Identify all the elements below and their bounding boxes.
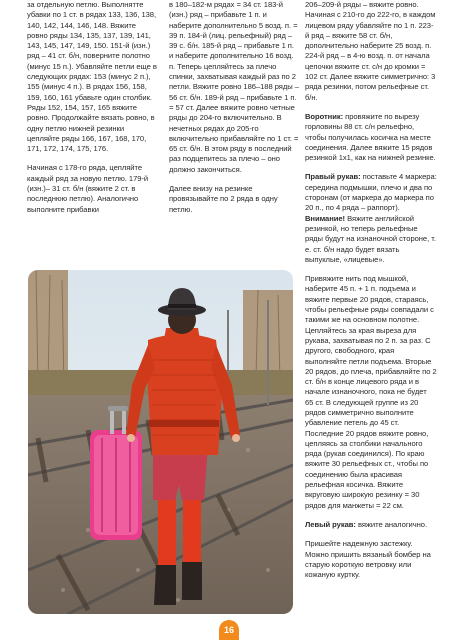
paragraph bbox=[305, 172, 437, 265]
paragraph-text: вяжите аналогично. bbox=[357, 519, 428, 529]
attention-label: Внимание! bbox=[305, 213, 346, 223]
model-photo bbox=[28, 270, 293, 614]
paragraph: Далее внизу на резинке провязывайте по 2 ряда в одну петлю. bbox=[169, 184, 278, 214]
paragraph-text: поставьте 4 маркера: середина подмышки, плечо и два по сторонам (от маркера до маркера по 20 п., по 4 ряда – раппорт). bbox=[305, 172, 437, 213]
section-label-right-sleeve: Правый рукав: bbox=[305, 172, 361, 182]
section-label-collar: Воротник: bbox=[305, 111, 344, 121]
text-column-right bbox=[305, 0, 437, 589]
paragraph bbox=[305, 520, 437, 530]
paragraph: Привяжите нить под мышкой, наберите 45 п. + 1 п. подъема и вяжите первые 20 рядов, стараясь, чтобы рельефные ряды совпадали с такими же на основном полотне. Цепляйтесь за края выреза для рукава, захватывая по 2 п. за раз. С другого, свободного, края выполняйте петли подъема. Вторые 20 рядов, до плеча, прибавляйте по 2 ст. б/н в конце лицевого ряда и в начале изнаночного, пока не будет 65 ст. В следующей группе из 20 рядов симметрично выполните убавление петель до 45 ст. Последние 20 рядов вяжите ровно, цепляясь за столбики начального ряда (рукав соединился). По краю вяжите 30 рельефных ст., чтобы по соединению была красивая рельефная косичка. Вяжите вкруговую широкую резинку = 30 рядов для манжеты = 22 см. bbox=[305, 274, 437, 510]
paragraph-text: провяжите по вырезу горловины 88 ст. с/н рельефно, чтобы получилась косичка на месте соединения. Далее вяжите 15 рядов резинкой 1х1, как на нижней резинке. bbox=[305, 111, 436, 163]
paragraph: Начиная с 178-го ряда, цепляйте каждый ряд за новую петлю. 179-й (изн.)– 31 ст. б/н (вяжите 2 ст. в последнюю петлю). Аналогично выполните прибавки bbox=[27, 163, 149, 214]
paragraph: Пришейте надежную застежку. Можно пришить вязаный бомбер на старую короткую ветровку или кожаную куртку. bbox=[305, 539, 431, 580]
paragraph: в 180–182-м рядах = 34 ст. 183-й (изн.) ряд – прибавьте 1 п. и наберите дополнительно 5 возд. п. = 39 п. 184-й (лиц. рельефный) ряд – 39 с. б/н. 185-й ряд – прибавьте 1 п. и наберите дополнительно 16 возд. п. Теперь цепляйтесь за плечо спинки, захватывая каждый раз по 2 петли. Вяжите ровно 186–188 ряды – 56 ст. б/н. 189-й ряд – прибавьте 1 п. = 57 ст. Далее вяжите ровно четные ряды до 204-го включительно. В нечетных рядах до 205-го включительно прибавляйте по 1 ст. = 65 ст. б/н. В этом ряду в последний раз подцепитесь за плечо – оно должно закончиться. bbox=[169, 0, 299, 174]
section-label-left-sleeve: Левый рукав: bbox=[305, 519, 356, 529]
text-column-left bbox=[27, 0, 158, 224]
page-number: 16 bbox=[219, 620, 239, 640]
paragraph bbox=[305, 112, 437, 163]
paragraph-text: Вяжите английской резинкой, но теперь рельефные ряды будут на изнаночной стороне, т. е. ст. б/н надо будет вязать выпуклые, «лицевые». bbox=[305, 213, 436, 264]
paragraph: за отдельную петлю. Выполнятте убавки по 1 ст. в рядах 133, 136, 138, 140, 142, 144, 146, 148. Вяжите ровно ряды 134, 135, 137, 139, 141, 143, 145, 147, 149, 150. 151-й (изн.) ряд – 41 ст. б/н, поверните полотно (минус 15 п.). Убавляйте петли еще в следующих рядах: 153 (минус 2 п.), 155 (минус 4 п.). В рядах 156, 158, 159, 160, 161 убавьте один столбик. Ряды 152, 154, 157, 165 вяжите ровно. Продолжайте вязать ровно, в одну петлю нижней резинки цепляйте ряды 166, 167, 168, 170, 171, 172, 174, 175, 176. bbox=[27, 0, 157, 154]
text-column-middle bbox=[169, 0, 299, 224]
paragraph: 206–209-й ряды – вяжите ровно. Начиная с 210-го до 222-го, в каждом лицевом ряду убавляйте по 1 п. 223-й ряд – вяжите 58 ст. б/н, дополнительно наберите 25 возд. п. 224-й ряд – в 4-ю возд. п. от начала цепочки вяжите ст. с/н до кромки = 102 ст. Далее вяжите симметрично: 3 ряда резинки, потом рельефные ст. б/н. bbox=[305, 0, 436, 102]
